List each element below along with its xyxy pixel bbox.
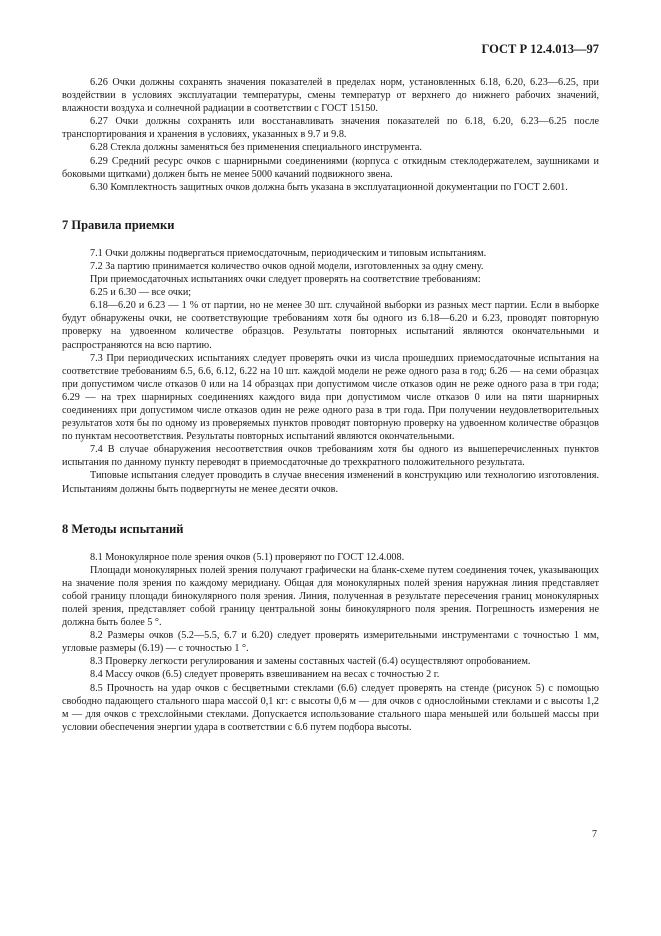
paragraph-7-4: 7.4 В случае обнаружения несоответствия очков требованиям хотя бы одного из вышеперечисленных пунктов испытания по данному пункту переводят в приемосдаточные до трехкратного положительного результата. [62,444,599,469]
document-header: ГОСТ Р 12.4.013—97 [481,42,599,56]
paragraph-6-29: 6.29 Средний ресурс очков с шарнирными соединениями (корпуса с откидным стеклодержателем, заушниками и боковыми щитками) должен быть не менее 5000 качаний подвижного звена. [62,155,599,180]
paragraph-7-1: 7.1 Очки должны подвергаться приемосдаточным, периодическим и типовым испытаниям. [90,247,487,259]
paragraph-8-4: 8.4 Массу очков (6.5) следует проверять взвешиванием на весах с точностью 2 г. [90,669,440,681]
paragraph-6-26: 6.26 Очки должны сохранять значения показателей в пределах норм, установленных 6.18, 6.20, 6.23—6.25, при воздействии в условиях эксплуатации температуры, смены температур от верхнего до нижнего рабочих значений, влажности воздуха и солнечной радиации в соответствии с ГОСТ 15150. [62,77,599,115]
paragraph-8-1: 8.1 Монокулярное поле зрения очков (5.1) проверяют по ГОСТ 12.4.008. [90,551,405,563]
paragraph-8-2: 8.2 Размеры очков (5.2—5.5, 6.7 и 6.20) следует проверять измерительными инструментами с точностью 1 мм, угловые размеры (6.19) — с точностью 1 °. [62,630,599,655]
paragraph-8-5: 8.5 Прочность на удар очков с бесцветными стеклами (6.6) следует проверять на стенде (рисунок 5) с помощью свободно падающего стального шара массой 0,1 кг: с высоты 0,6 м — для очков с однослойными стеклами и с высоты 1,2 м — для очков с трехслойными стеклами. Допускается использование стального шара меньшей или большей массы при условии обеспечения энергии удара в соответствии с 6.6 путем подбора высоты. [62,682,599,733]
page-number: 7 [592,829,597,840]
section-8-heading: 8 Методы испытаний [62,521,184,536]
paragraph-6-30: 6.30 Комплектность защитных очков должна быть указана в эксплуатационной документации по ГОСТ 2.601. [90,181,568,193]
paragraph-6-28: 6.28 Стекла должны заменяться без применения специального инструмента. [90,142,422,154]
page-body [62,76,599,734]
paragraph-6-27: 6.27 Очки должны сохранять или восстанавливать значения показателей по 6.18, 6.20, 6.23—6.25 после транспортирования и хранения в условиях, указанных в 9.7 и 9.8. [62,116,599,141]
paragraph-7-2-intro: При приемосдаточных испытаниях очки следует проверять на соответствие требованиям: [90,274,481,286]
paragraph-7-2: 7.2 За партию принимается количество очков одной модели, изготовленных за одну смену. [90,260,484,272]
paragraph-8-3: 8.3 Проверку легкости регулирования и замены составных частей (6.4) осуществляют опробованием. [90,656,531,668]
paragraph-7-type-tests: Типовые испытания следует проводить в случае внесения изменений в конструкцию или технологию изготовления. Испытаниям должны быть подвергнуты не менее десяти очков. [62,470,599,495]
section-7-heading: 7 Правила приемки [62,217,175,232]
paragraph-8-1-field: Площади монокулярных полей зрения получают графически на бланк-схеме путем соединения точек, указывающих на значение поля зрения по каждому меридиану. Общая для монокулярных полей зрения наружная линия представляет собой границу площади бинокулярного поля зрения. Линия, полученная в результате пересечения границ монокулярных полей зрения, представляет собой границу центральной зоны бинокулярного поля зрения. Погрешность измерения не должна быть более 5 °. [62,564,599,629]
paragraph-7-2-item1: 6.25 и 6.30 — все очки; [90,287,192,299]
paragraph-7-2-item2: 6.18—6.20 и 6.23 — 1 % от партии, но не менее 30 шт. случайной выборки из разных мест партии. Если в выборке будут обнаружены очки, не соответствующие требованиям хотя бы одного из 6.18—6.20 и 6.23, проводят повторную проверку на удвоенном количестве образцов. Результаты повторных испытаний являются окончательными и распространяются на всю партию. [62,300,599,351]
paragraph-7-3: 7.3 При периодических испытаниях следует проверять очки из числа прошедших приемосдаточные испытания на соответствие требованиям 6.5, 6.6, 6.12, 6.22 на 10 шт. каждой модели не реже одного раза в год; 6.26 — на семи образцах при допустимом числе отказов 0 или на 14 образцах при допустимом числе отказов один не реже одного раза в три года; 6.29 — на трех шарнирных соединениях каждого вида при допустимом числе отказов 0 или на пяти шарнирных соединениях при допустимом числе отказов один не реже одного раза в три года. При получении неудовлетворительных результатов хотя бы по одному из проверяемых пунктов проводят повторную проверку на удвоенном количестве образцов по пунктам несоответствия. Результаты повторных испытаний являются окончательными. [62,352,599,443]
